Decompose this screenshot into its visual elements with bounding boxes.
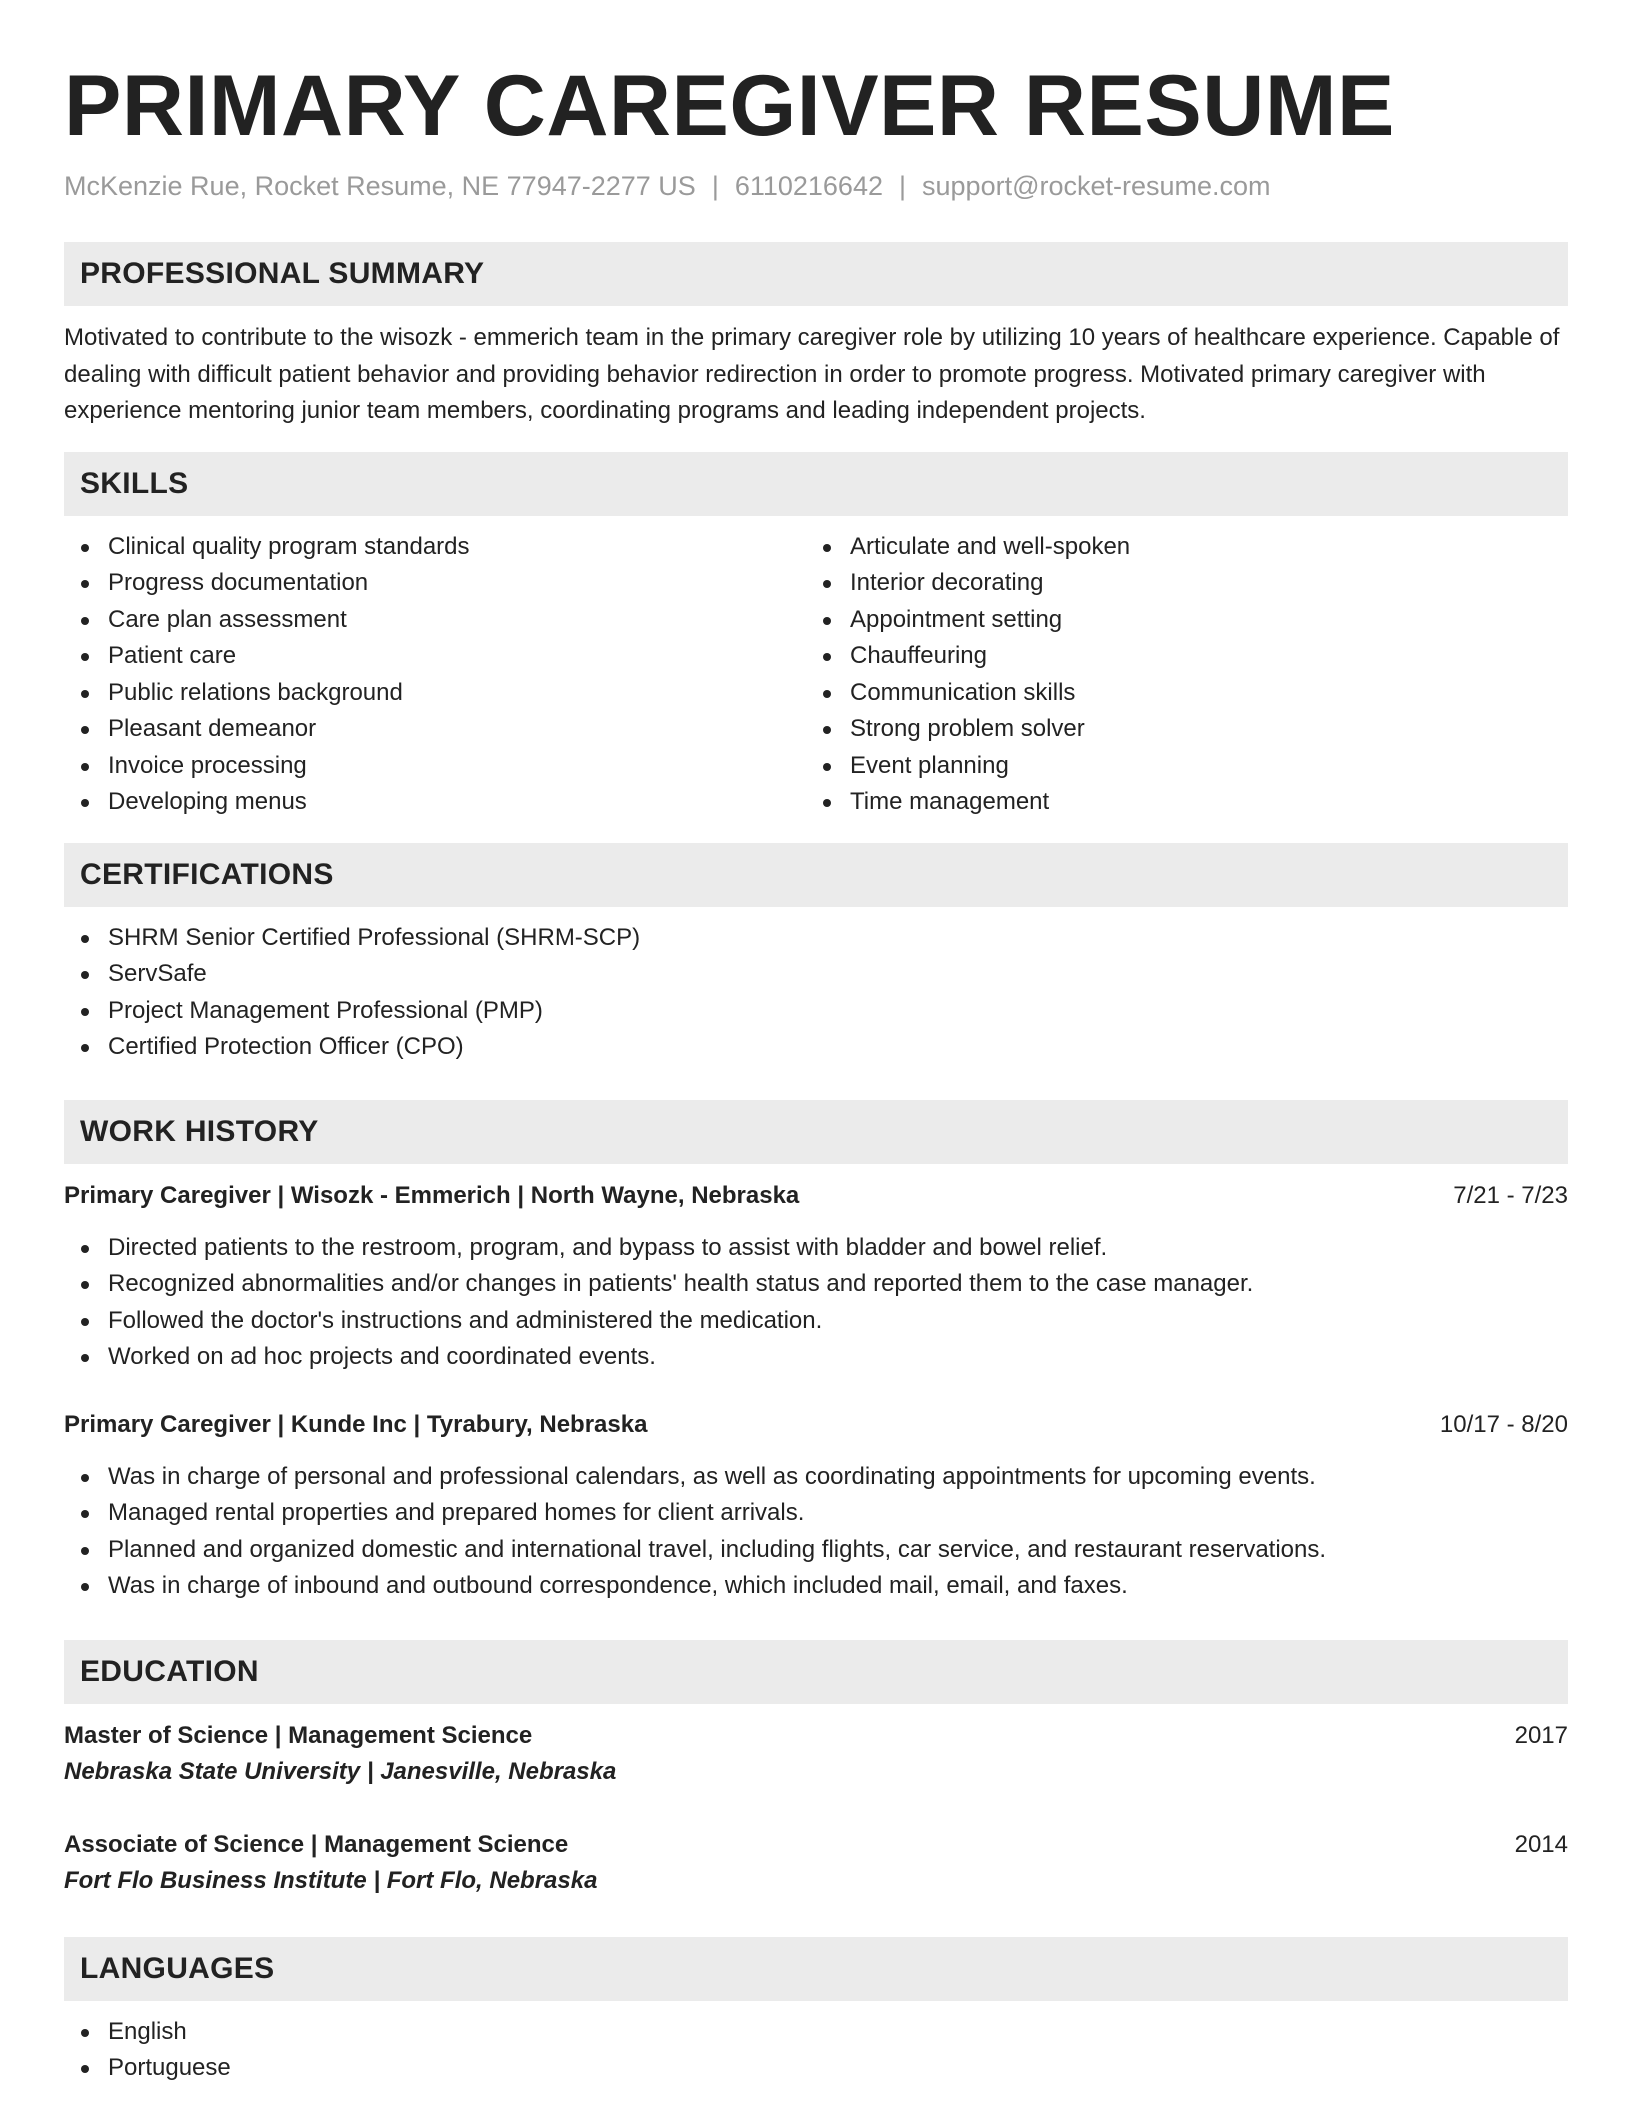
job-bullet: Directed patients to the restroom, program, and bypass to assist with bladder and bowel relief. — [64, 1230, 1568, 1267]
contact-phone: 6110216642 — [734, 171, 883, 201]
certification-item: Certified Protection Officer (CPO) — [64, 1029, 1568, 1066]
skill-item: Appointment setting — [806, 602, 1548, 639]
job-bullet: Followed the doctor's instructions and administered the medication. — [64, 1303, 1568, 1340]
summary-heading: PROFESSIONAL SUMMARY — [64, 242, 1568, 306]
summary-section — [64, 242, 1568, 430]
job-entry — [64, 1407, 1568, 1605]
language-item: English — [64, 2014, 1568, 2051]
education-entry — [64, 1718, 1568, 1790]
skill-item: Invoice processing — [64, 748, 806, 785]
skill-item: Event planning — [806, 748, 1548, 785]
skill-item: Care plan assessment — [64, 602, 806, 639]
job-dates: 10/17 - 8/20 — [1439, 1410, 1568, 1438]
job-bullet: Planned and organized domestic and international travel, including flights, car service, and restaurant reservations. — [64, 1532, 1568, 1569]
language-item: Portuguese — [64, 2050, 1568, 2087]
contact-email[interactable]: support@rocket-resume.com — [922, 171, 1271, 201]
skills-section — [64, 452, 1568, 821]
certification-item: ServSafe — [64, 956, 1568, 993]
education-header — [64, 1718, 1568, 1754]
skills-column-right — [806, 529, 1548, 821]
job-header — [64, 1178, 1568, 1214]
skill-item: Developing menus — [64, 784, 806, 821]
job-header — [64, 1407, 1568, 1443]
work-history-heading: WORK HISTORY — [64, 1100, 1568, 1164]
skill-item: Clinical quality program standards — [64, 529, 806, 566]
skill-item: Chauffeuring — [806, 638, 1548, 675]
certification-item: Project Management Professional (PMP) — [64, 993, 1568, 1030]
skill-item: Pleasant demeanor — [64, 711, 806, 748]
certifications-section — [64, 843, 1568, 1066]
education-school: Fort Flo Business Institute | Fort Flo, Nebraska — [64, 1866, 598, 1894]
education-header — [64, 1827, 1568, 1863]
work-history-section — [64, 1100, 1568, 1605]
summary-text: Motivated to contribute to the wisozk - emmerich team in the primary caregiver role by utilizing 10 years of healthcare experience. Capable of dealing with difficult patient behavior and providing behavior redirection in order to promote progress. Motivated primary caregiver with experience mentoring junior team members, coordinating programs and leading independent projects. — [64, 324, 1560, 424]
education-school: Nebraska State University | Janesville, Nebraska — [64, 1757, 617, 1785]
skill-item: Interior decorating — [806, 565, 1548, 602]
skill-item: Time management — [806, 784, 1548, 821]
languages-section — [64, 1937, 1568, 2087]
skill-item: Public relations background — [64, 675, 806, 712]
education-section — [64, 1640, 1568, 1899]
skills-columns — [64, 529, 1568, 821]
skill-item: Progress documentation — [64, 565, 806, 602]
certifications-heading: CERTIFICATIONS — [64, 843, 1568, 907]
education-year: 2014 — [1514, 1830, 1568, 1858]
job-bullet: Recognized abnormalities and/or changes in patients' health status and reported them to the case manager. — [64, 1266, 1568, 1303]
education-year: 2017 — [1514, 1721, 1568, 1749]
languages-heading: LANGUAGES — [64, 1937, 1568, 2001]
resume-page — [64, 0, 1568, 2087]
contact-separator: | — [899, 171, 907, 201]
job-title: Primary Caregiver | Wisozk - Emmerich | North Wayne, Nebraska — [64, 1181, 800, 1209]
skill-item: Communication skills — [806, 675, 1548, 712]
education-entry — [64, 1827, 1568, 1899]
job-bullet: Was in charge of personal and professional calendars, as well as coordinating appointments for upcoming events. — [64, 1459, 1568, 1496]
education-degree: Master of Science | Management Science — [64, 1721, 533, 1749]
skill-item: Patient care — [64, 638, 806, 675]
skills-heading: SKILLS — [64, 452, 1568, 516]
skill-item: Articulate and well-spoken — [806, 529, 1548, 566]
job-bullet: Was in charge of inbound and outbound correspondence, which included mail, email, and faxes. — [64, 1568, 1568, 1605]
job-bullet: Worked on ad hoc projects and coordinated events. — [64, 1339, 1568, 1376]
job-bullet: Managed rental properties and prepared homes for client arrivals. — [64, 1495, 1568, 1532]
job-dates: 7/21 - 7/23 — [1453, 1181, 1568, 1209]
skills-column-left — [64, 529, 806, 821]
education-heading: EDUCATION — [64, 1640, 1568, 1704]
job-title: Primary Caregiver | Kunde Inc | Tyrabury, Nebraska — [64, 1410, 648, 1438]
contact-separator: | — [711, 171, 719, 201]
contact-address: McKenzie Rue, Rocket Resume, NE 77947-2277 US — [64, 171, 696, 201]
resume-title: PRIMARY CAREGIVER RESUME — [64, 58, 1395, 154]
education-degree: Associate of Science | Management Science — [64, 1830, 569, 1858]
job-entry — [64, 1178, 1568, 1376]
certification-item: SHRM Senior Certified Professional (SHRM-SCP) — [64, 920, 1568, 957]
contact-line — [64, 168, 1568, 204]
skill-item: Strong problem solver — [806, 711, 1548, 748]
